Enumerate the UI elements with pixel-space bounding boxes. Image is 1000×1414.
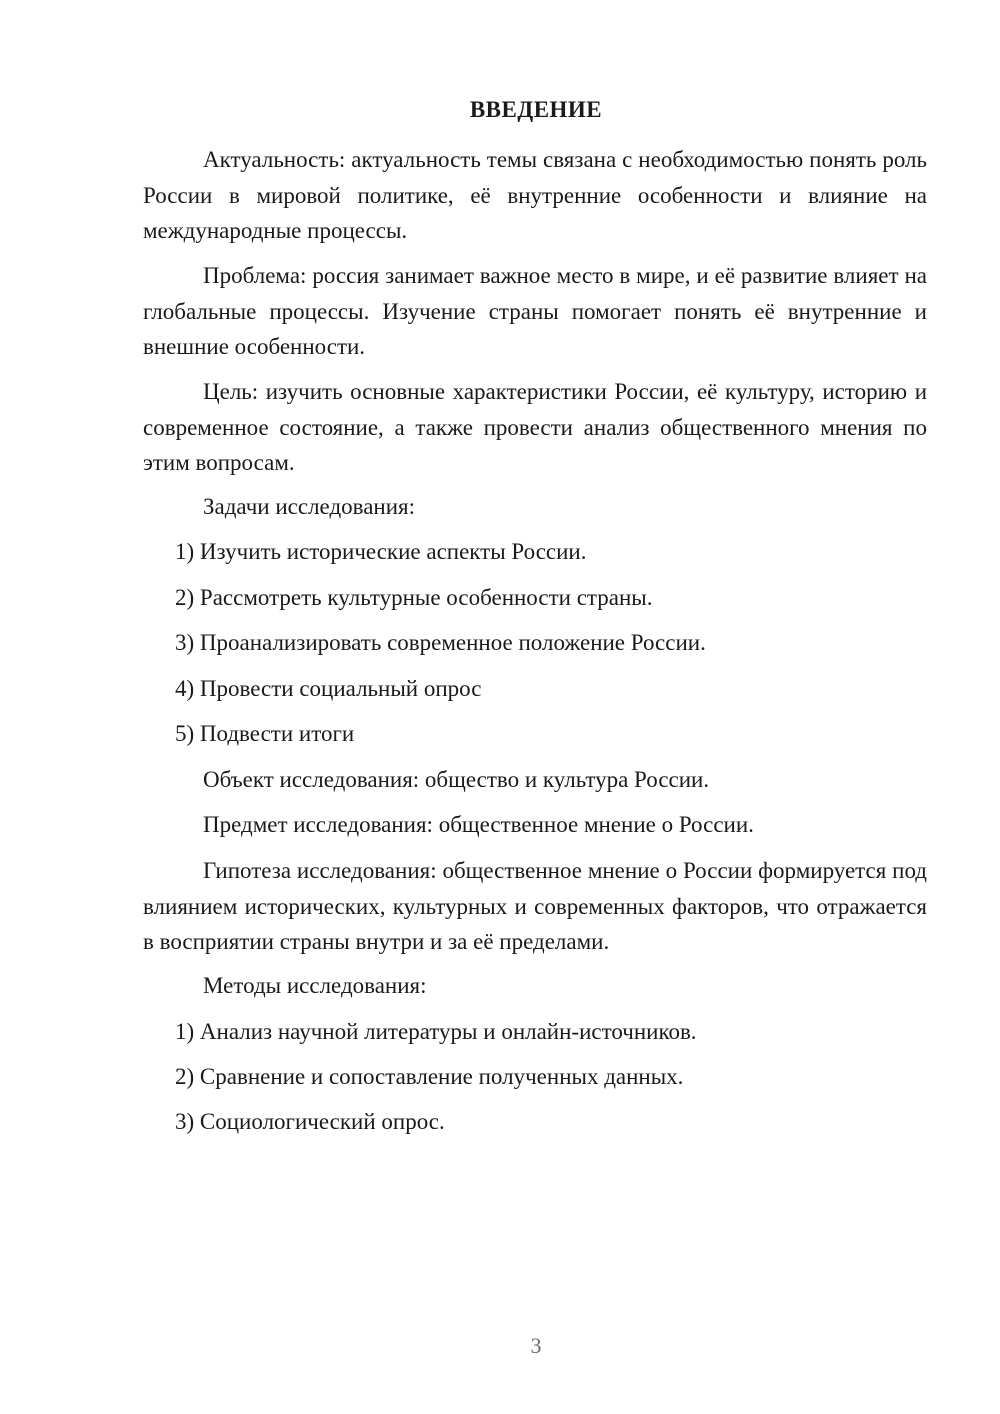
task-item: 4) Провести социальный опрос [175, 676, 482, 701]
methods-heading: Методы исследования: [203, 973, 427, 998]
task-item: 2) Рассмотреть культурные особенности страны. [175, 585, 653, 610]
method-item: 1) Анализ научной литературы и онлайн-источников. [175, 1019, 697, 1044]
hypothesis-paragraph: Гипотеза исследования: общественное мнение о России формируется под влиянием исторических, культурных и современных факторов, что отражается в восприятии страны внутри и за её пределами. [143, 858, 927, 954]
subject-paragraph: Предмет исследования: общественное мнение о России. [203, 812, 754, 837]
method-item: 2) Сравнение и сопоставление полученных данных. [175, 1064, 684, 1089]
page-number: 3 [530, 1333, 542, 1358]
task-item: 5) Подвести итоги [175, 721, 355, 746]
method-item: 3) Социологический опрос. [175, 1109, 445, 1134]
goal-paragraph: Цель: изучить основные характеристики России, её культуру, историю и современное состояние, а также провести анализ общественного мнения по этим вопросам. [143, 379, 927, 475]
relevance-paragraph: Актуальность: актуальность темы связана с необходимостью понять роль России в мировой политике, её внутренние особенности и влияние на международные процессы. [143, 147, 927, 243]
task-item: 1) Изучить исторические аспекты России. [175, 539, 587, 564]
page-title: ВВЕДЕНИЕ [469, 97, 603, 122]
object-paragraph: Объект исследования: общество и культура России. [203, 767, 710, 792]
problem-paragraph: Проблема: россия занимает важное место в мире, и её развитие влияет на глобальные процессы. Изучение страны помогает понять её внутренние и внешние особенности. [143, 263, 927, 359]
task-item: 3) Проанализировать современное положение России. [175, 630, 706, 655]
tasks-heading: Задачи исследования: [203, 494, 416, 519]
